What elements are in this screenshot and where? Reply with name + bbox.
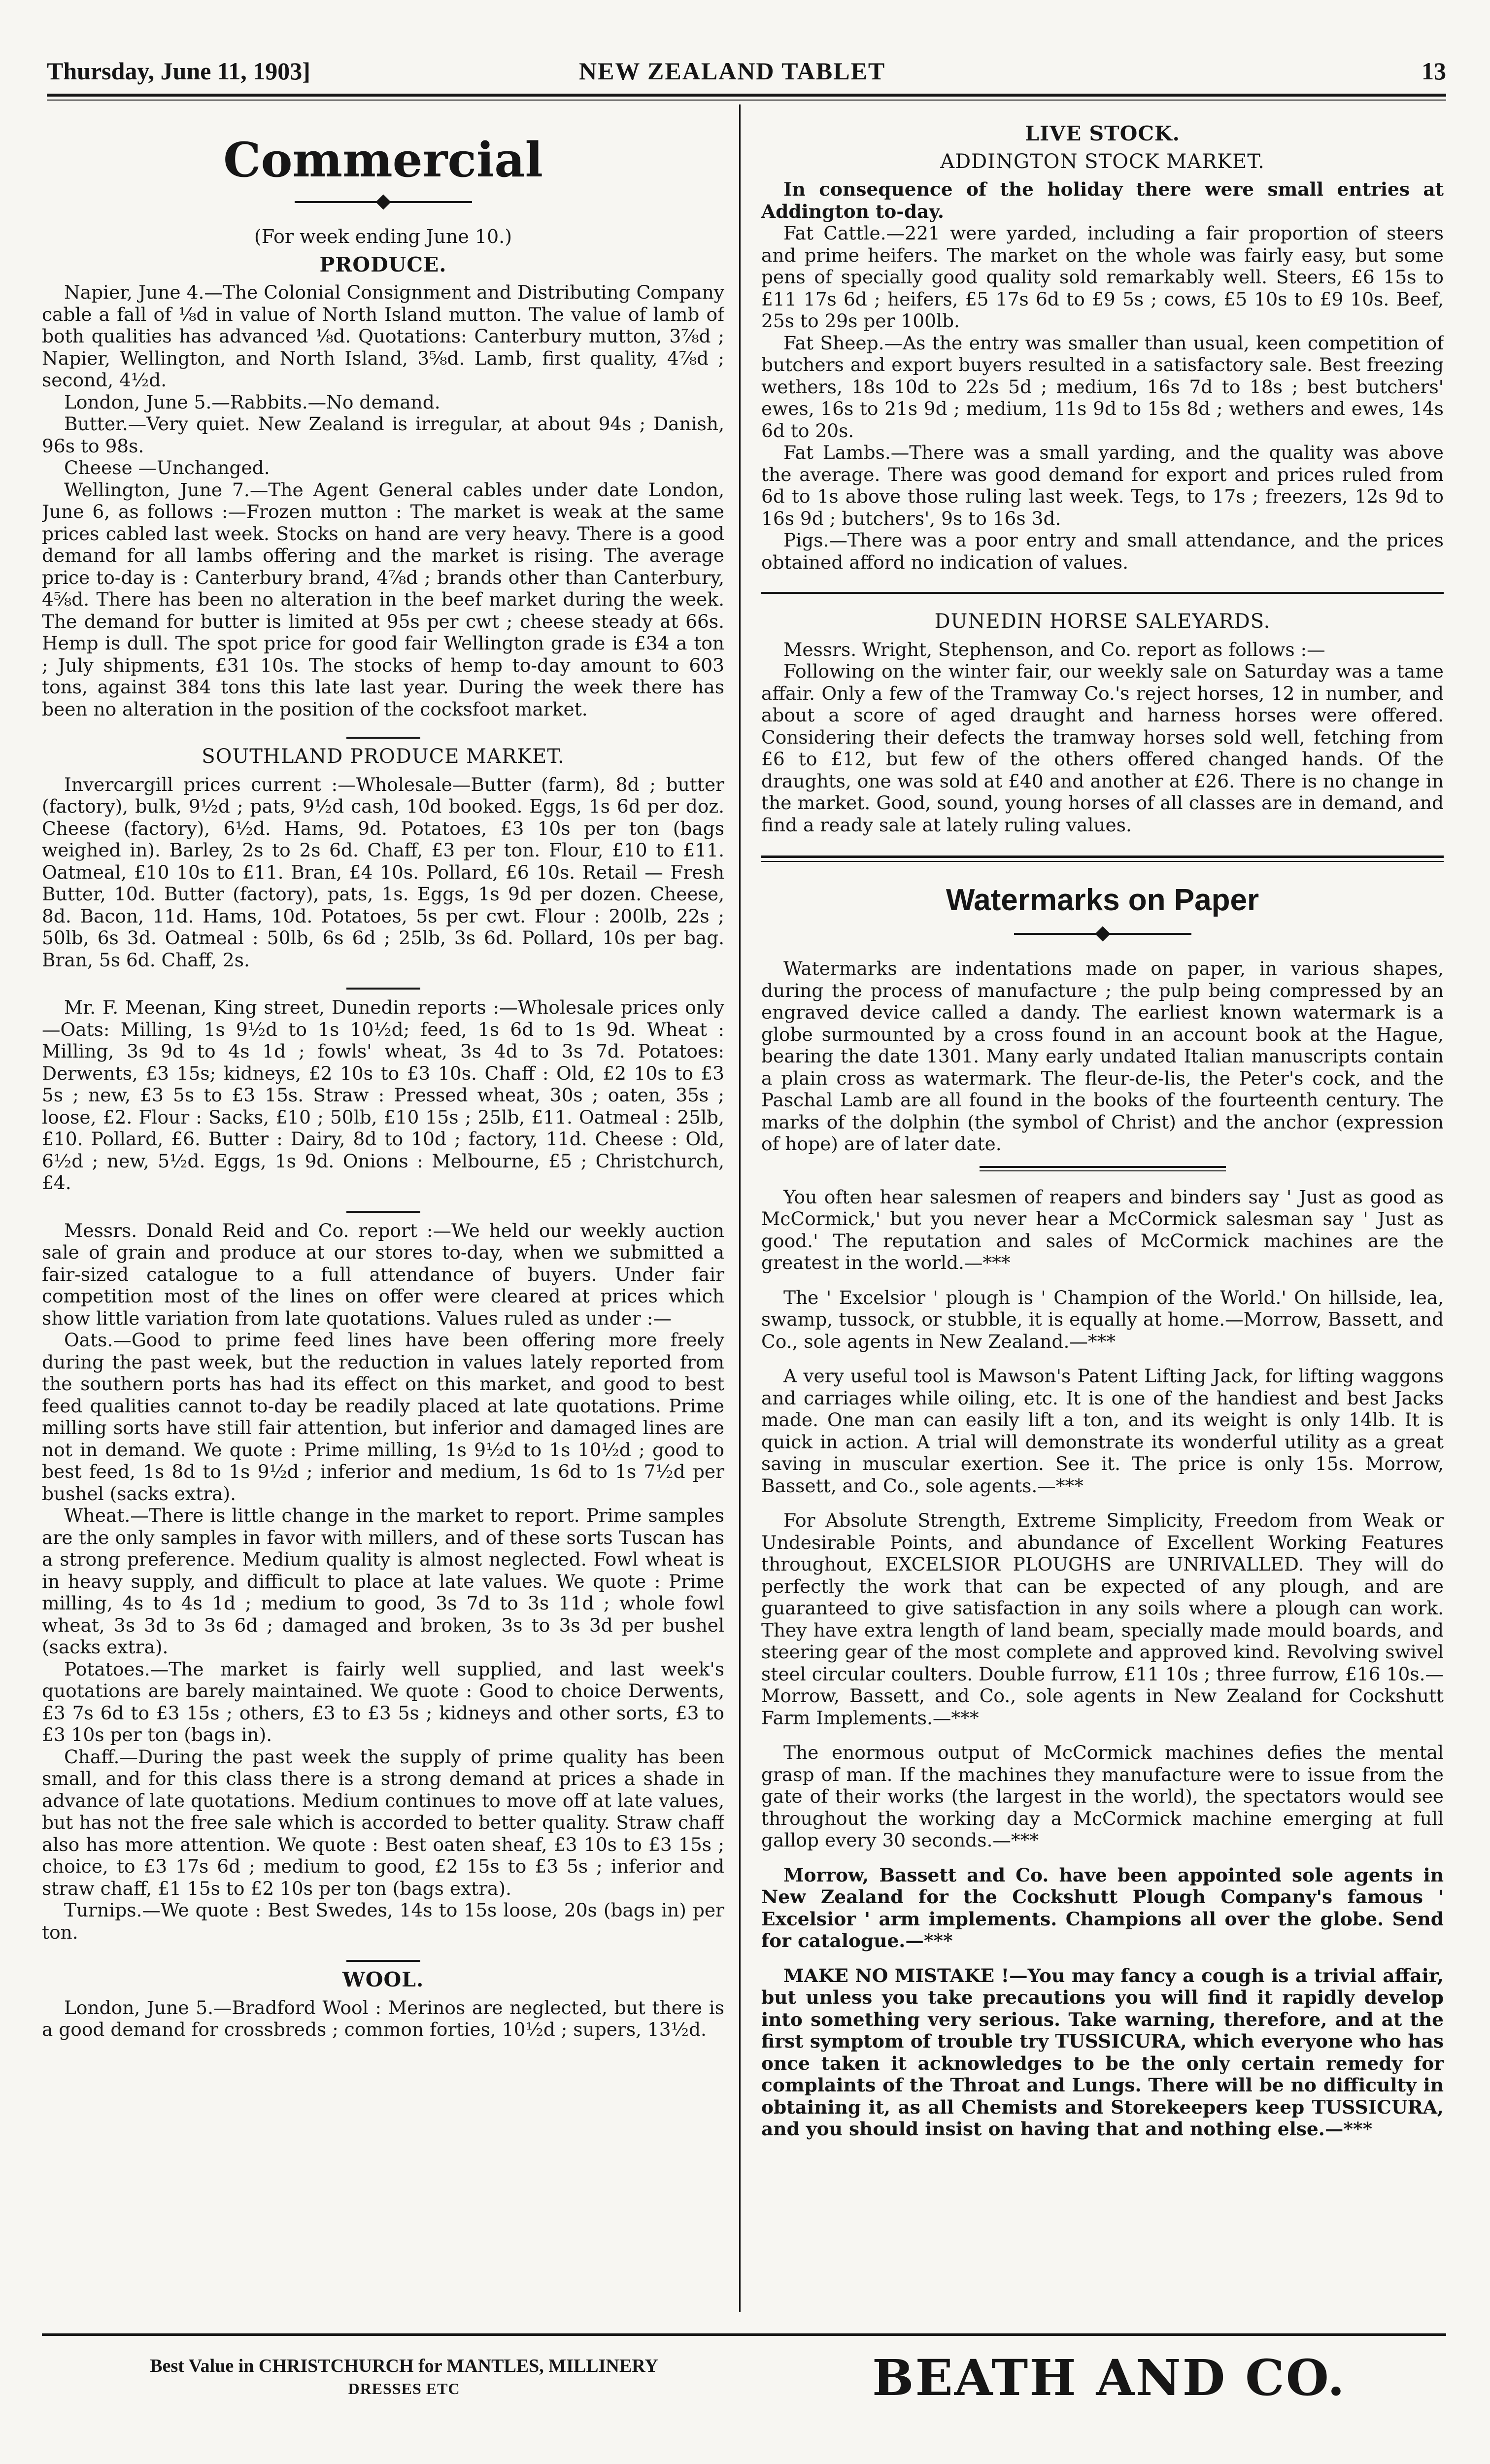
footer-advert-right: BEATH AND CO. [872,2349,1346,2407]
advertisement-paragraph: A very useful tool is Mawson's Patent Lifting Jack, for lifting waggons and carriages while oiling, etc. It is one of the handiest and best Jacks made. One man can easily lift a ton, and its weight is only 14lb. It is quick in action. A trial will demonstrate its wonderful utility as a great saving in muscular exertion. See it. The price is only 15s. Morrow, Bassett, and Co., sole agents.—*** [761,1365,1444,1497]
addington-paragraph: Fat Cattle.—221 were yarded, including a fair proportion of steers and prime heifers. The market on the whole was fairly easy, but some pens of specially good quality sold remarkably well. Steers, £6 15s to £11 17s 6d ; heifers, £5 17s 6d to £9 5s ; cows, £5 10s to £9 10s. Beef, 25s to 29s per 100lb. [761,222,1444,332]
addington-paragraph: In consequence of the holiday there were small entries at Addington to-day. [761,178,1444,222]
header-rule [47,94,1446,97]
wool-paragraph: London, June 5.—Bradford Wool : Merinos are neglected, but there is a good demand for crossbreds ; common forties, 10½d ; supers, 13½d. [42,1996,724,2040]
column-divider [739,104,741,2312]
section-rule [346,1960,420,1962]
produce-paragraph: Napier, June 4.—The Colonial Consignment and Distributing Company cable a fall of ⅛d in value of North Island mutton. The value of lamb of both qualities has advanced ⅛d. Quotations: Canterbury mutton, 3⅞d ; Napier, Wellington, and North Island, 3⅝d. Lamb, first quality, 4⅞d ; second, 4½d. [42,281,724,391]
footer-rule [42,2333,1446,2336]
horse-paragraph: Following on the winter fair, our weekly sale on Saturday was a tame affair. Only a few of the Tramway Co.'s reject horses, 12 in number, and about a score of aged draught and harness horses were offered. Considering their defects the tramway horses sold well, fetching from £6 to £12, but few of the others offered changed hands. Of the draughts, one was sold at £40 and another at £26. There is no change in the market. Good, sound, young horses of all classes are in demand, and find a ready sale at lately ruling values. [761,660,1444,836]
section-rule [346,737,420,739]
reid-paragraph: Wheat.—There is little change in the market to report. Prime samples are the only samples in favor with millers, and of these sorts Tuscan has a strong preference. Medium quality is almost neglected. Fowl wheat is in heavy supply, and difficult to place at late values. We quote : Prime milling, 4s to 4s 1d ; medium to good, 3s 7d to 3s 11d ; whole fowl wheat, 3s 3d to 3s 6d ; damaged and broken, 3s to 3s 3d per bushel (sacks extra). [42,1505,724,1658]
reid-paragraph: Messrs. Donald Reid and Co. report :—We held our weekly auction sale of grain and produce at our stores to-day, when we submitted a fair-sized catalogue to a full attendance of buyers. Under fair competition most of the lines on offer were cleared at prices which show little variation from late quotations. Values ruled as under :— [42,1219,724,1329]
reid-paragraph: Oats.—Good to prime feed lines have been offering more freely during the past week, but the reduction in values lately reported from the southern ports has had its effect on this market, and good to best feed qualities cannot to-day be readily placed at late quotations. Prime milling sorts have still fair attention, but inferior and damaged lines are not in demand. We quote : Prime milling, 1s 9½d to 1s 10½d ; good to best feed, 1s 8d to 1s 9½d ; inferior and medium, 1s 6d to 1s 7½d per bushel (sacks extra). [42,1329,724,1505]
running-head [47,52,1446,91]
advertisement-paragraph: Morrow, Bassett and Co. have been appointed sole agents in New Zealand for the Cockshutt Plough Company's famous ' Excelsior ' arm implements. Champions all over the globe. Send for catalogue.—*** [761,1864,1444,1951]
advertisement-paragraph: MAKE NO MISTAKE !—You may fancy a cough is a trivial affair, but unless you take precautions you will find it rapidly develop into something very serious. Take warning, therefore, and at the first symptom of trouble try TUSSICURA, which everyone who has once taken it acknowledges to be the only certain remedy for complaints of the Throat and Lungs. There will be no difficulty in obtaining it, as all Chemists and Storekeepers keep TUSSICURA, and you should insist on having that and nothing else.—*** [761,1964,1444,2140]
advertisement-paragraph: The ' Excelsior ' plough is ' Champion of the World.' On hillside, lea, swamp, tussock, or stubble, it is equally at home.—Morrow, Bassett, and Co., sole agents in New Zealand.—*** [761,1286,1444,1352]
double-rule [761,856,1444,862]
addington-paragraph: Fat Sheep.—As the entry was smaller than usual, keen competition of butchers and export buyers resulted in a satisfactory sale. Best freezing wethers, 18s 10d to 22s 5d ; medium, 16s 7d to 18s ; best butchers' ewes, 16s to 21s 9d ; medium, 11s 9d to 15s 8d ; wethers and ewes, 14s 6d to 20s. [761,332,1444,442]
header-rule-thin [47,100,1446,101]
produce-paragraph: Wellington, June 7.—The Agent General cables under date London, June 6, as follows :—Frozen mutton : The market is weak at the same prices cabled last week. Stocks on hand are very heavy. There is a good demand for all lambs offering and the market is rising. The average price to-day is : Canterbury brand, 4⅞d ; brands other than Canterbury, 4⅝d. There has been no alteration in the beef market during the week. The demand for butter is limited at 95s per cwt ; cheese steady at 66s. Hemp is dull. The spot price for good fair Wellington grade is £34 a ton ; July shipments, £31 10s. The stocks of hemp to-day amount to 603 tons, against 384 tons this late last year. During the week there has been no alteration in the position of the cocksfoot market. [42,479,724,720]
livestock-heading: LIVE STOCK. [1025,122,1180,145]
double-rule [980,1166,1226,1171]
produce-paragraph: London, June 5.—Rabbits.—No demand. [64,391,440,413]
title-ornament [1014,924,1191,944]
watermarks-title: Watermarks on Paper [946,883,1259,917]
wool-heading: WOOL. [342,1968,424,1991]
watermarks-paragraph: Watermarks are indentations made on paper, in various shapes, during the process of manufacture ; the pulp being compressed by an engraved device called a dandy. The earliest known watermark is a globe surmounted by a cross found in an account book at the Hague, bearing the date 1301. Many early undated Italian manuscripts contain a plain cross as watermark. The fleur-de-lis, the Peter's cock, and the Paschal Lamb are all found in the books of the fourteenth century. The marks of the dolphin (the symbol of Christ) and the anchor (expression of hope) are of later date. [761,958,1444,1155]
commercial-title: Commercial [223,132,543,188]
footer-left-line2: DRESSES ETC [348,2380,460,2397]
page-number: 13 [1422,57,1446,85]
section-rule [346,1211,420,1213]
produce-paragraph: Cheese —Unchanged. [64,457,270,479]
meenan-paragraph: Mr. F. Meenan, King street, Dunedin reports :—Wholesale prices only—Oats: Milling, 1s 9½d to 1s 10½d; feed, 1s 6d to 1s 9d. Wheat : Milling, 3s 9d to 4s 1d ; fowls' wheat, 3s 4d to 3s 7d. Potatoes: Derwents, £3 15s; kidneys, £2 10s to £3 10s. Chaff : Old, £2 10s to £3 5s ; new, £3 5s to £3 15s. Straw : Pressed wheat, 30s ; oaten, 35s ; loose, £2. Flour : Sacks, £10 ; 50lb, £10 15s ; 25lb, £11. Oatmeal : 25lb, £10. Pollard, £6. Butter : Dairy, 8d to 10d ; factory, 11d. Cheese : Old, 6½d ; new, 5½d. Eggs, 1s 9d. Onions : Melbourne, £5 ; Christchurch, £4. [42,996,724,1194]
left-column [42,111,724,2304]
section-rule [346,988,420,990]
publication-title: NEW ZEALAND TABLET [579,57,886,85]
advertisement-paragraph: For Absolute Strength, Extreme Simplicity, Freedom from Weak or Undesirable Points, and abundance of Excellent Working Features throughout, EXCELSIOR PLOUGHS are UNRIVALLED. They will do perfectly the work that can be expected of any plough, and are guaranteed to give satisfaction in any soils where a plough can work. They have extra length of land beam, specially made mould boards, and steering gear of the most complete and approved kind. Revolving swivel steel circular coulters. Double furrow, £11 10s ; three furrow, £16 10s.—Morrow, Bassett, and Co., sole agents in New Zealand for Cockshutt Farm Implements.—*** [761,1509,1444,1729]
southland-heading: SOUTHLAND PRODUCE MARKET. [202,745,565,768]
addington-paragraph: Fat Lambs.—There was a small yarding, and the quality was above the average. There was good demand for export and prices ruled from 6d to 1s above those ruling last week. Tegs, to 17s ; freezers, 12s 9d to 16s 9d ; butchers', 9s to 16s 3d. [761,442,1444,529]
issue-date: Thursday, June 11, 1903] [47,57,310,85]
week-note: (For week ending June 10.) [254,226,512,247]
advertisement-paragraph: The enormous output of McCormick machines defies the mental grasp of man. If the machines they manufacture were to issue from the gate of their works (the largest in the world), the spectators would see throughout the working day a McCormick machine emerging at full gallop every 30 seconds.—*** [761,1742,1444,1851]
addington-heading: ADDINGTON STOCK MARKET. [940,150,1265,173]
footer-advert-left [128,2355,680,2400]
footer-left-line1: Best Value in CHRISTCHURCH for MANTLES, MILLINERY [150,2356,658,2376]
section-rule [761,592,1444,594]
right-column [761,111,1444,2304]
produce-heading: PRODUCE. [319,252,447,276]
reid-paragraph: Chaff.—During the past week the supply of prime quality has been small, and for this class there is a strong demand at prices a shade in advance of late quotations. Medium continues to move off at late values, but has not the free sale which is accorded to better quality. Straw chaff also has more attention. We quote : Best oaten sheaf, £3 10s to £3 15s ; choice, to £3 17s 6d ; medium to good, £2 15s to £3 5s ; inferior and straw chaff, £1 15s to £2 10s per ton (bags extra). [42,1745,724,1899]
horse-heading: DUNEDIN HORSE SALEYARDS. [934,610,1271,633]
title-ornament [295,192,472,212]
reid-paragraph: Turnips.—We quote : Best Swedes, 14s to 15s loose, 20s (bags in) per ton. [42,1899,724,1943]
horse-paragraph: Messrs. Wright, Stephenson, and Co. report as follows :— [783,638,1325,660]
southland-paragraph: Invercargill prices current :—Wholesale—Butter (farm), 8d ; butter (factory), bulk, 9½d ; pats, 9½d cash, 10d booked. Eggs, 1s 6d per doz. Cheese (factory), 6½d. Hams, 9d. Potatoes, £3 10s per ton (bags weighed in). Barley, 2s to 2s 6d. Chaff, £3 per ton. Flour, £10 to £11. Oatmeal, £10 10s to £11. Bran, £4 10s. Pollard, £6 10s. Retail — Fresh Butter, 10d. Butter (factory), pats, 1s. Eggs, 1s 9d per dozen. Cheese, 8d. Bacon, 11d. Hams, 10d. Potatoes, 5s per cwt. Flour : 200lb, 22s ; 50lb, 6s 3d. Oatmeal : 50lb, 6s 6d ; 25lb, 3s 6d. Pollard, 10s per bag. Bran, 5s 6d. Chaff, 2s. [42,773,724,971]
reid-paragraph: Potatoes.—The market is fairly well supplied, and last week's quotations are barely maintained. We quote : Good to choice Derwents, £3 7s 6d to £3 15s ; others, £3 to £3 5s ; kidneys and other sorts, £3 to £3 10s per ton (bags in). [42,1658,724,1745]
produce-paragraph: Butter.—Very quiet. New Zealand is irregular, at about 94s ; Danish, 96s to 98s. [42,413,724,457]
advertisement-paragraph: You often hear salesmen of reapers and binders say ' Just as good as McCormick,' but you never hear a McCormick salesman say ' Just as good.' The reputation and sales of McCormick machines are the greatest in the world.—*** [761,1186,1444,1273]
addington-paragraph: Pigs.—There was a poor entry and small attendance, and the prices obtained afford no indication of values. [761,529,1444,573]
